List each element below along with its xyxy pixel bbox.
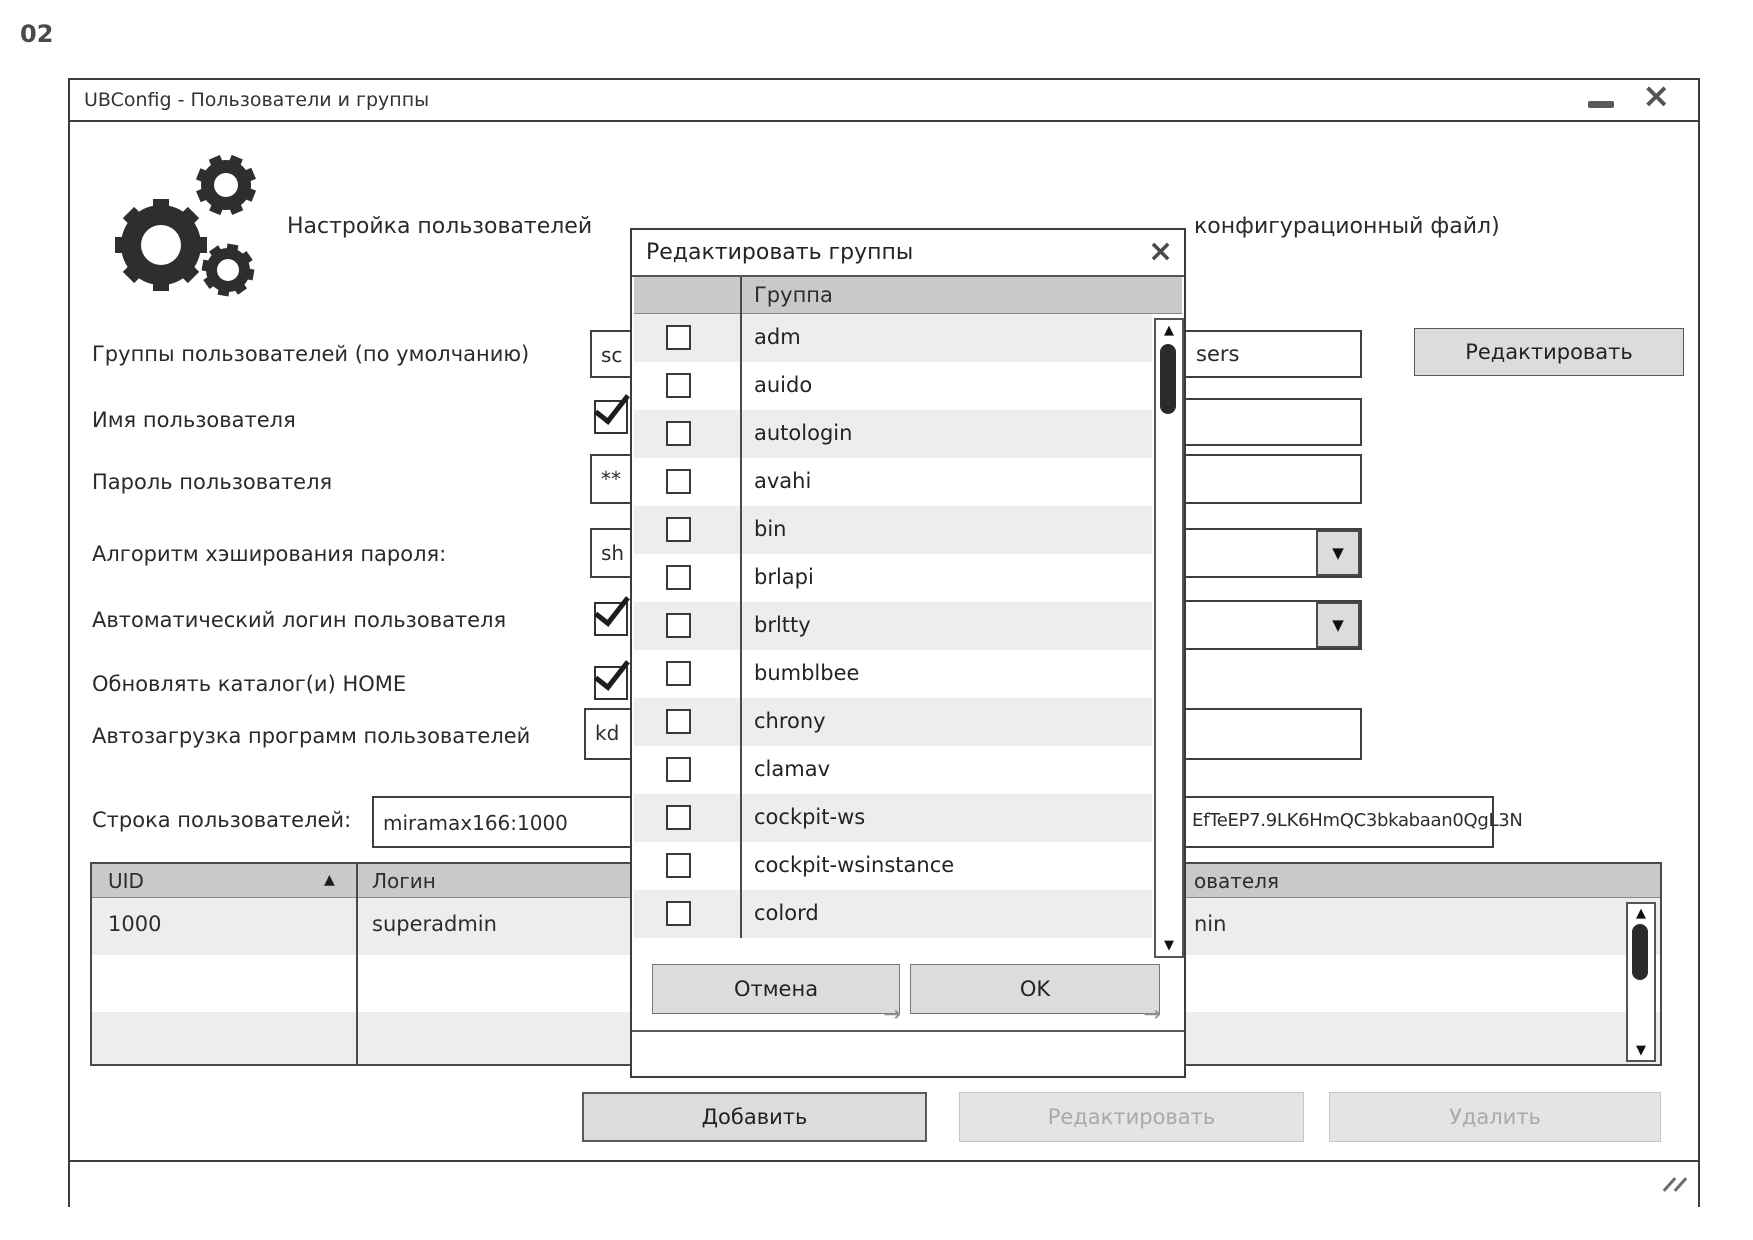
group-label: adm xyxy=(754,325,801,349)
dialog-close-icon[interactable]: × xyxy=(1148,234,1174,269)
group-checkbox[interactable] xyxy=(666,517,691,542)
close-icon[interactable]: × xyxy=(1642,76,1671,116)
group-label: colord xyxy=(754,901,819,925)
link-arrow-icon: → xyxy=(1143,1002,1161,1026)
users-string-label: Строка пользователей: xyxy=(92,808,352,832)
header-caption-left: Настройка пользователей xyxy=(287,214,593,239)
dialog-column-divider xyxy=(740,277,742,938)
scrollbar-thumb[interactable] xyxy=(1632,924,1648,980)
group-row[interactable] xyxy=(634,602,1152,650)
group-row[interactable] xyxy=(634,746,1152,794)
edit-groups-dialog xyxy=(630,228,1186,1078)
group-checkbox[interactable] xyxy=(666,373,691,398)
check-icon xyxy=(594,652,630,691)
ok-button-label: OK xyxy=(1019,977,1051,1001)
group-label: bin xyxy=(754,517,787,541)
group-label: clamav xyxy=(754,757,831,781)
group-label: cockpit-wsinstance xyxy=(754,853,955,877)
page-number: 02 xyxy=(20,20,54,48)
login-column-header[interactable]: Логин xyxy=(372,869,436,893)
scroll-up-icon[interactable]: ▲ xyxy=(1164,323,1174,338)
group-checkbox[interactable] xyxy=(666,805,691,830)
dialog-title-bar xyxy=(632,230,1184,277)
dialog-scrollbar[interactable] xyxy=(1154,318,1184,958)
link-arrow-icon: → xyxy=(883,1002,901,1026)
window-title: UBConfig - Пользователи и группы xyxy=(84,89,430,111)
password-label: Пароль пользователя xyxy=(92,470,333,494)
autologin-dropdown-icon[interactable]: ▼ xyxy=(1316,602,1360,648)
group-row[interactable] xyxy=(634,410,1152,458)
dialog-footer-divider xyxy=(632,1030,1184,1032)
group-checkbox[interactable] xyxy=(666,325,691,350)
autologin-checkbox[interactable] xyxy=(594,602,628,636)
group-label: cockpit-ws xyxy=(754,805,866,829)
group-label: avahi xyxy=(754,469,812,493)
group-label: brltty xyxy=(754,613,811,637)
cancel-button-label: Отмена xyxy=(733,977,819,1001)
group-checkbox[interactable] xyxy=(666,757,691,782)
resize-grip-icon[interactable] xyxy=(1664,1174,1690,1196)
status-bar xyxy=(70,1160,1698,1207)
group-row[interactable] xyxy=(634,314,1152,362)
header-caption-right: конфигурационный файл) xyxy=(1194,214,1500,239)
group-label: bumblbee xyxy=(754,661,860,685)
username-label: Имя пользователя xyxy=(92,408,296,432)
cancel-button[interactable] xyxy=(652,964,901,1026)
check-icon xyxy=(594,588,630,627)
group-row[interactable] xyxy=(634,698,1152,746)
row-right-fragment: nin xyxy=(1194,912,1227,936)
group-checkbox[interactable] xyxy=(666,901,691,926)
group-checkbox[interactable] xyxy=(666,661,691,686)
autostart-value-start: kd xyxy=(595,721,620,745)
password-value-start: ** xyxy=(601,467,621,491)
group-checkbox[interactable] xyxy=(666,853,691,878)
dialog-title: Редактировать группы xyxy=(646,240,914,265)
update-home-checkbox[interactable] xyxy=(594,666,628,700)
edit-groups-button[interactable]: Редактировать xyxy=(1414,328,1684,376)
group-row[interactable] xyxy=(634,890,1152,938)
group-row[interactable] xyxy=(634,554,1152,602)
scroll-up-icon[interactable]: ▲ xyxy=(1636,906,1646,921)
group-row[interactable] xyxy=(634,458,1152,506)
autologin-label: Автоматический логин пользователя xyxy=(92,608,507,632)
autostart-label: Автозагрузка программ пользователей xyxy=(92,724,531,748)
group-checkbox[interactable] xyxy=(666,469,691,494)
add-button[interactable]: Добавить xyxy=(582,1092,927,1142)
group-row[interactable] xyxy=(634,362,1152,410)
hash-algorithm-dropdown-icon[interactable]: ▼ xyxy=(1316,530,1360,576)
default-groups-value-end: sers xyxy=(1196,342,1240,366)
scroll-down-icon[interactable]: ▼ xyxy=(1636,1043,1646,1058)
group-column-header-row xyxy=(634,277,1182,314)
group-row[interactable] xyxy=(634,650,1152,698)
update-home-label: Обновлять каталог(и) HOME xyxy=(92,672,407,696)
row-login: superadmin xyxy=(372,912,497,936)
hash-algorithm-label: Алгоритм хэширования пароля: xyxy=(92,542,447,566)
users-string-value-start: miramax166:1000 xyxy=(383,811,568,835)
ok-button[interactable] xyxy=(910,964,1161,1026)
edit-button[interactable]: Редактировать xyxy=(959,1092,1304,1142)
gears-icon xyxy=(106,140,266,309)
group-row[interactable] xyxy=(634,842,1152,890)
right-column-header-fragment: ователя xyxy=(1194,869,1280,893)
group-row[interactable] xyxy=(634,794,1152,842)
default-groups-label: Группы пользователей (по умолчанию) xyxy=(92,342,530,366)
group-checkbox[interactable] xyxy=(666,613,691,638)
group-checkbox[interactable] xyxy=(666,565,691,590)
group-checkbox[interactable] xyxy=(666,421,691,446)
group-row[interactable] xyxy=(634,506,1152,554)
check-icon xyxy=(594,386,630,425)
sort-asc-icon[interactable]: ▲ xyxy=(324,872,335,888)
username-checkbox[interactable] xyxy=(594,400,628,434)
delete-button[interactable]: Удалить xyxy=(1329,1092,1661,1142)
title-bar xyxy=(70,76,1698,122)
group-label: auido xyxy=(754,373,813,397)
default-groups-value-start: sc xyxy=(601,343,623,367)
group-label: autologin xyxy=(754,421,853,445)
hash-algorithm-value-start: sh xyxy=(601,541,625,565)
group-checkbox[interactable] xyxy=(666,709,691,734)
scrollbar-thumb[interactable] xyxy=(1160,344,1176,414)
uid-column-header[interactable]: UID xyxy=(108,869,144,893)
row-uid: 1000 xyxy=(108,912,162,936)
minimize-icon[interactable] xyxy=(1588,101,1614,108)
table-scrollbar[interactable] xyxy=(1626,902,1656,1062)
users-string-value-end: EfTeEP7.9LK6HmQC3bkabaan0QgL3N xyxy=(1192,810,1523,831)
group-column-header: Группа xyxy=(754,283,833,307)
scroll-down-icon[interactable]: ▼ xyxy=(1164,938,1174,953)
group-label: brlapi xyxy=(754,565,814,589)
group-label: chrony xyxy=(754,709,826,733)
column-divider xyxy=(356,864,358,1064)
